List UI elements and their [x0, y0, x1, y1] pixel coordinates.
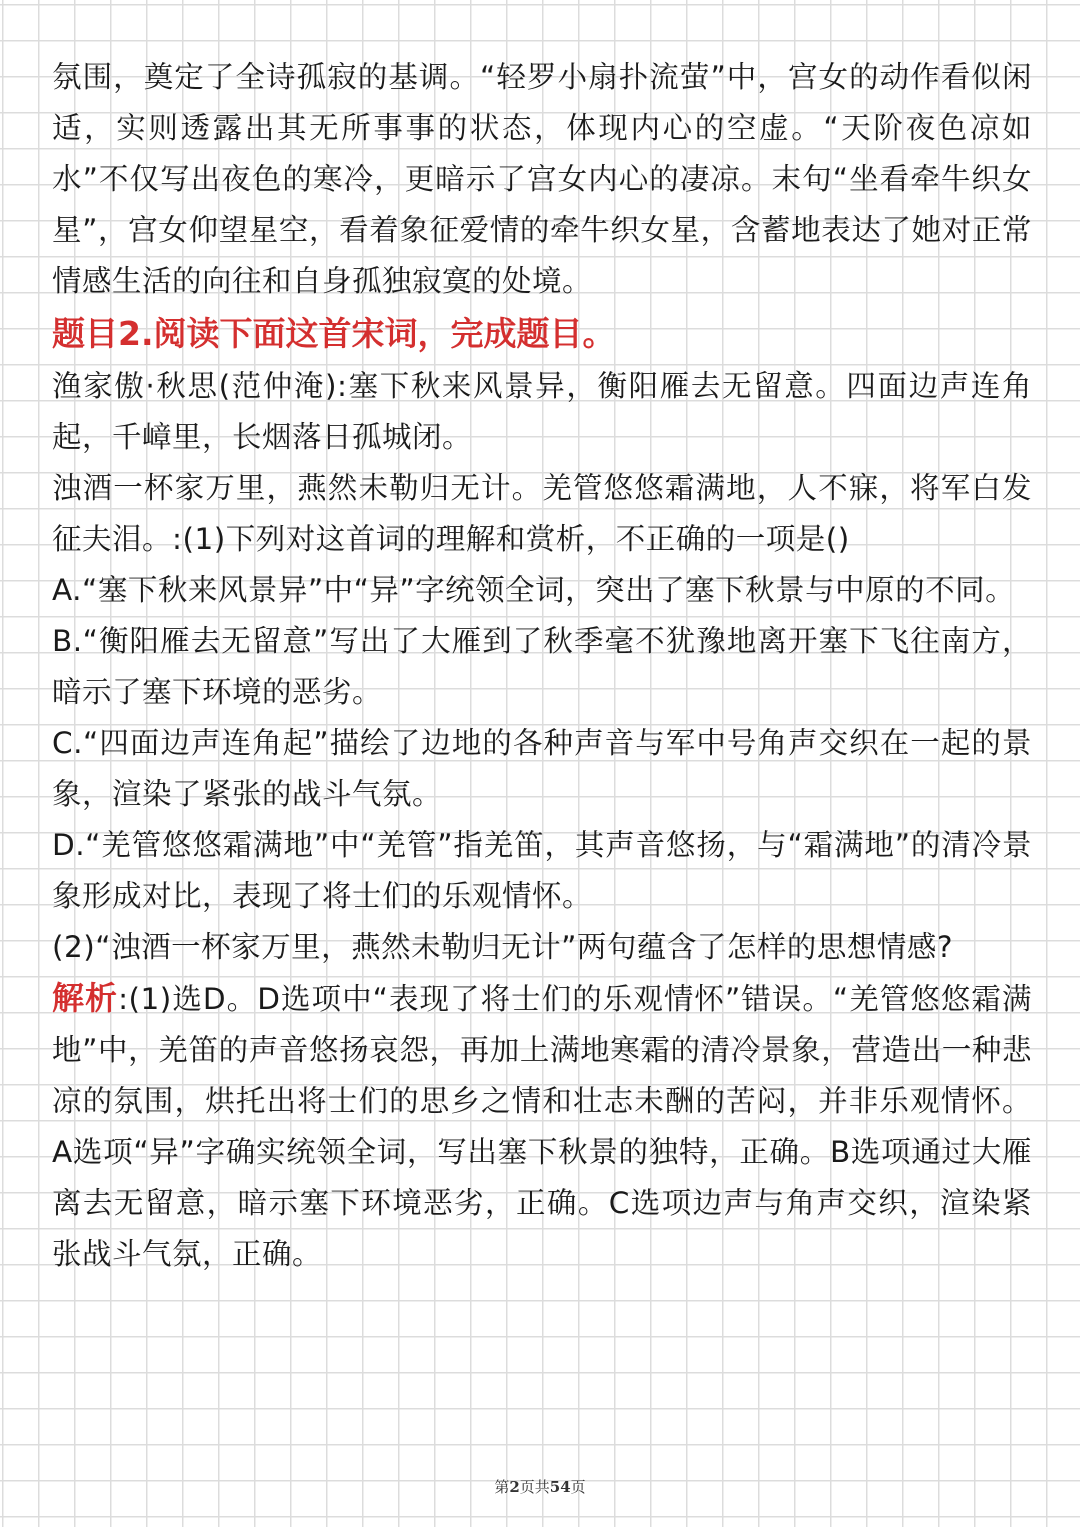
footer-suffix: 页	[570, 1478, 586, 1496]
footer-middle: 页共	[519, 1478, 550, 1496]
footer-current-page: 2	[509, 1478, 520, 1496]
document-body	[52, 52, 1032, 1280]
option-c: C.“四面边声连角起”描绘了边地的各种声音与军中号角声交织在一起的景象，渲染了紧张的战斗气氛。	[52, 726, 1032, 811]
poem-text-part1: 渔家傲·秋思(范仲淹):塞下秋来风景异，衡阳雁去无留意。四面边声连角起，千嶂里，长烟落日孤城闭。	[52, 369, 1032, 454]
option-b: B.“衡阳雁去无留意”写出了大雁到了秋季毫不犹豫地离开塞下飞往南方，暗示了塞下环境的恶劣。	[52, 624, 1032, 709]
option-d: D.“羌管悠悠霜满地”中“羌管”指羌笛，其声音悠扬，与“霜满地”的清冷景象形成对比，表现了将士们的乐观情怀。	[52, 828, 1032, 913]
option-a: A.“塞下秋来风景异”中“异”字统领全词，突出了塞下秋景与中原的不同。	[52, 573, 1016, 607]
footer-total-pages: 54	[549, 1478, 571, 1496]
analysis-label: 解析	[52, 979, 119, 1017]
footer-prefix: 第	[494, 1478, 510, 1496]
analysis-paragraph	[52, 973, 1032, 1280]
question-heading: 题目2.阅读下面这首宋词，完成题目。	[52, 314, 616, 353]
paragraph-poem1-analysis: 氛围，奠定了全诗孤寂的基调。“轻罗小扇扑流萤”中，宫女的动作看似闲适，实则透露出其无所事事的状态，体现内心的空虚。“天阶夜色凉如水”不仅写出夜色的寒冷，更暗示了宫女内心的凄凉。末句“坐看牵牛织女星”，宫女仰望星空，看着象征爱情的牵牛织女星，含蓄地表达了她对正常情感生活的向往和自身孤独寂寞的处境。	[52, 60, 1032, 298]
analysis-text: :(1)选D。D选项中“表现了将士们的乐观情怀”错误。“羌管悠悠霜满地”中，羌笛的声音悠扬哀怨，再加上满地寒霜的清冷景象，营造出一种悲凉的氛围，烘托出将士们的思乡之情和壮志未酬的苦闷，并非乐观情怀。A选项“异”字确实统领全词，写出塞下秋景的独特，正确。B选项通过大雁离去无留意，暗示塞下环境恶劣，正确。C选项边声与角声交织，渲染紧张战斗气氛，正确。	[52, 982, 1032, 1271]
poem-text-part2: 浊酒一杯家万里，燕然未勒归无计。羌管悠悠霜满地，人不寐，将军白发征夫泪。:(1)下列对这首词的理解和赏析，不正确的一项是()	[52, 471, 1032, 556]
question-2: (2)“浊酒一杯家万里，燕然未勒归无计”两句蕴含了怎样的思想情感?	[52, 930, 954, 964]
page-footer	[0, 1476, 1080, 1497]
